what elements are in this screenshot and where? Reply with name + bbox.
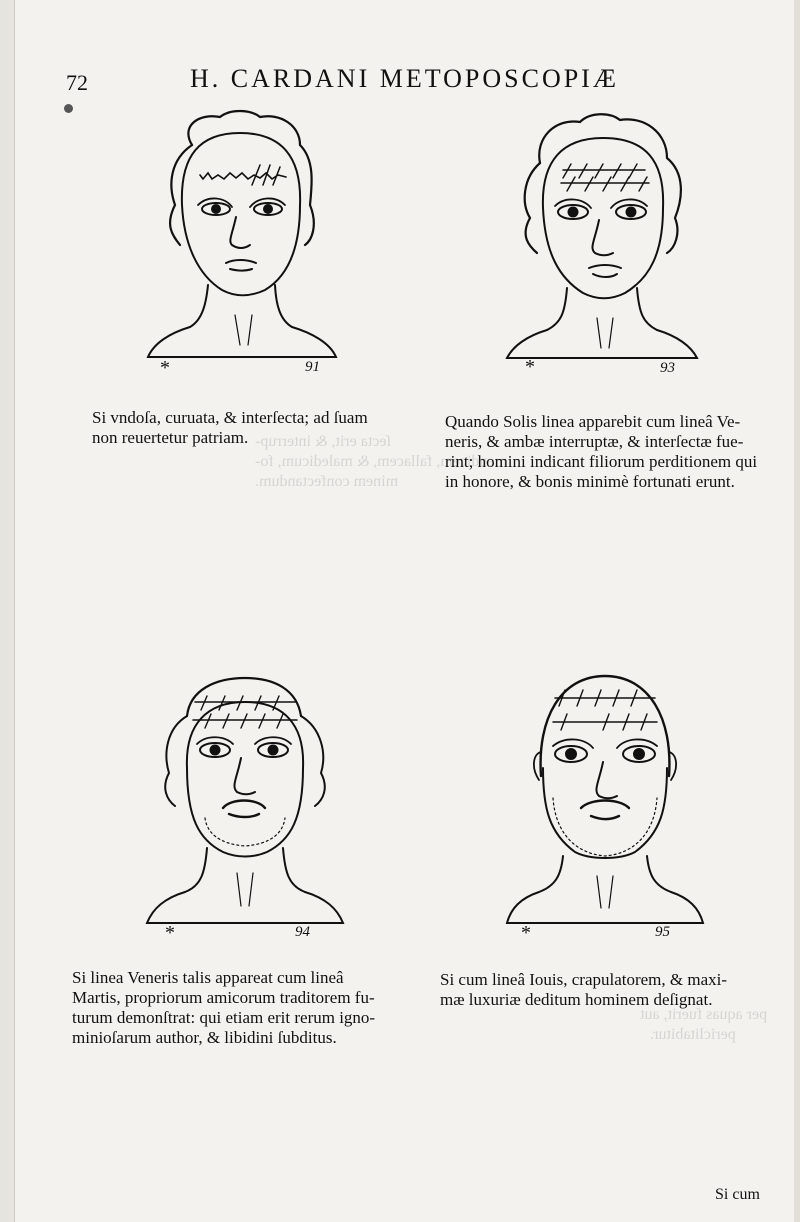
show-through-line: mendicem, fallacem, & maledicum, fo-: [255, 453, 507, 470]
caption-93: [445, 412, 790, 492]
show-through-line: periclitabitur.: [650, 1026, 736, 1043]
page-number: 72: [66, 70, 88, 95]
show-through-line: per aquas fuerit, aut: [640, 1006, 768, 1023]
figure-91: [140, 105, 350, 385]
asterisk-mark: *: [525, 356, 535, 378]
page-edge: [794, 0, 800, 1222]
figure-number: 95: [655, 924, 670, 940]
figure-93: [505, 108, 700, 383]
figure-94: [145, 668, 345, 950]
figure-number: 91: [305, 359, 320, 375]
caption-95: [440, 970, 785, 1010]
caption-line: non reuertetur patriam.: [92, 428, 249, 447]
asterisk-mark: *: [165, 922, 175, 944]
caption-line: Martis, propriorum amicorum traditorem fu-: [72, 988, 375, 1007]
caption-line: neris, & ambæ interruptæ, & interſectæ fue-: [445, 432, 744, 451]
caption-line: Si vndoſa, curuata, & interſecta; ad ſuam: [92, 408, 368, 427]
caption-91: [92, 408, 422, 448]
show-through-line: minem confectandum.: [255, 473, 399, 490]
figure-95: [505, 668, 705, 950]
caption-line: in honore, & bonis minimè fortunati erunt.: [445, 472, 735, 491]
caption-line: minioſarum author, & libidini ſubditus.: [72, 1028, 337, 1047]
caption-line: Quando Solis linea apparebit cum lineâ Ve-: [445, 412, 741, 431]
caption-line: Si linea Veneris talis appareat cum lineâ: [72, 968, 344, 987]
figure-number: 93: [660, 360, 675, 376]
caption-line: rint; homini indicant filiorum perditionem qui: [445, 452, 758, 471]
caption-line: Si cum lineâ Iouis, crapulatorem, & maxi-: [440, 970, 728, 989]
caption-line: turum demonſtrat: qui etiam erit rerum igno-: [72, 1008, 376, 1027]
catchword: Si cum: [715, 1186, 760, 1203]
figure-number: 94: [295, 924, 310, 940]
running-head: H. CARDANI METOPOSCOPIÆ: [190, 64, 619, 93]
page-gutter: [0, 0, 15, 1222]
ink-dot: [64, 104, 73, 113]
asterisk-mark: *: [521, 922, 531, 944]
caption-line: mæ luxuriæ deditum hominem deſignat.: [440, 990, 713, 1009]
show-through-line: ſecta erit, & interrup-: [255, 433, 391, 450]
asterisk-mark: *: [160, 357, 170, 379]
caption-94: [72, 968, 427, 1048]
